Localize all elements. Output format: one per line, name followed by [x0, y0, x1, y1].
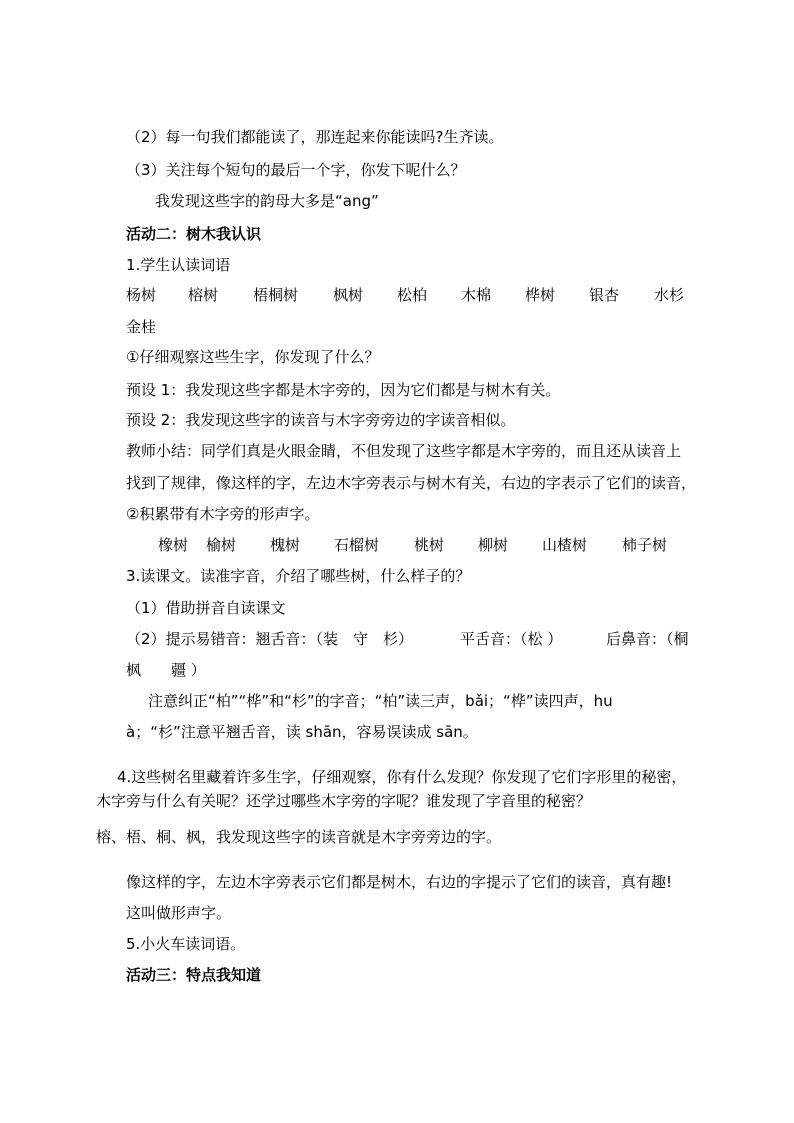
paragraph: 后鼻音：（桐 [606, 630, 689, 648]
paragraph: à；“杉”注意平翘舌音，读 shān，容易误读成 sān。 [126, 723, 478, 741]
paragraph: ②积累带有木字旁的形声字。 [126, 505, 320, 523]
paragraph: 木字旁与什么有关呢？还学过哪些木字旁的字呢？谁发现了字音里的秘密？ [96, 792, 592, 810]
paragraph: （2）提示易错音：翘舌音：（装 守 杉） [126, 630, 414, 648]
word-list [126, 534, 726, 556]
section-heading: 活动三：特点我知道 [126, 966, 262, 984]
paragraph: 1.学生认读词语 [126, 256, 231, 274]
paragraph: ①仔细观察这些生字，你发现了什么？ [126, 348, 380, 366]
vocab-word: 榆树 [206, 536, 237, 554]
vocab-word: 橡树 [158, 536, 189, 554]
section-heading: 活动二：树木我认识 [126, 225, 262, 243]
paragraph: 4.这些树名里藏着许多生字，仔细观察，你有什么发现？你发现了它们字形里的秘密， [117, 768, 687, 786]
paragraph: 我发现这些字的韵母大多是“ang” [155, 192, 379, 210]
vocab-word: 杨树 [126, 286, 157, 304]
paragraph: 这叫做形声字。 [126, 904, 232, 922]
vocab-word: 水杉 [654, 286, 685, 304]
vocab-word: 槐树 [270, 536, 301, 554]
paragraph: 5.小火车读词语。 [126, 935, 246, 953]
paragraph: 平舌音：（松 ） [460, 630, 563, 648]
paragraph: （3）关注每个短句的最后一个字，你发下呢什么？ [126, 161, 466, 179]
vocab-word: 榕树 [188, 286, 219, 304]
paragraph: （2）每一句我们都能读了，那连起来你能读吗?生齐读。 [126, 128, 504, 146]
vocab-word: 枫树 [333, 286, 364, 304]
vocab-word: 松柏 [397, 286, 428, 304]
vocab-word: 木棉 [461, 286, 492, 304]
vocab-word: 山楂树 [542, 536, 588, 554]
paragraph: 预设 1：我发现这些字都是木字旁的，因为它们都是与树木有关。 [126, 381, 561, 399]
vocab-word: 桦树 [525, 286, 556, 304]
paragraph: 注意纠正“柏”“桦”和“杉”的字音；“柏”读三声，bǎi；“桦”读四声，hu [148, 692, 613, 710]
vocab-word: 桃树 [414, 536, 445, 554]
paragraph: （1）借助拼音自读课文 [126, 599, 286, 617]
paragraph: 找到了规律，像这样的字，左边木字旁表示与树木有关，右边的字表示了它们的读音， [126, 474, 697, 492]
vocab-word: 柿子树 [622, 536, 668, 554]
vocab-word: 石榴树 [334, 536, 380, 554]
paragraph: 教师小结：同学们真是火眼金睛，不但发现了这些字都是木字旁的，而且还从读音上 [126, 442, 682, 460]
vocab-word: 金桂 [126, 318, 157, 336]
vocab-word: 银杏 [589, 286, 620, 304]
paragraph: 枫 疆 ） [126, 661, 206, 679]
vocab-word: 柳树 [478, 536, 509, 554]
paragraph: 像这样的字，左边木字旁表示它们都是树木，右边的字提示了它们的读音，真有趣! [126, 873, 673, 891]
word-list [126, 284, 726, 306]
paragraph: 预设 2：我发现这些字的读音与木字旁旁边的字读音相似。 [126, 411, 516, 429]
vocab-word: 梧桐树 [253, 286, 299, 304]
paragraph: 榕、梧、桐、枫，我发现这些字的读音就是木字旁旁边的字。 [96, 828, 502, 846]
paragraph: 3.读课文。读准字音，介绍了哪些树，什么样子的？ [126, 567, 471, 585]
